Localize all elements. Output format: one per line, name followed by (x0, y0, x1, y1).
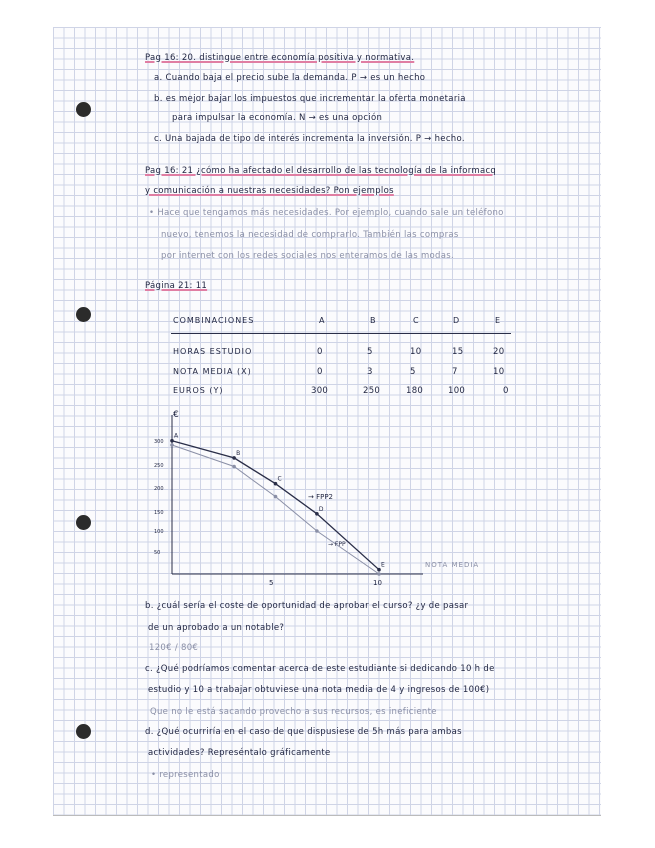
q20-item-c: c. Una bajada de tipo de interés incrementa la inversión. P → hecho. (154, 134, 465, 144)
table-cell: 300 (311, 386, 329, 396)
qd-line2: actividades? Represéntalo gráficamente (148, 748, 331, 758)
table-cell: 7 (452, 367, 458, 377)
point-label: E (381, 561, 385, 569)
q20-heading: Pag 16: 20. distingue entre economía positiva y normativa. (145, 53, 415, 63)
q21-heading-line1: Pag 16: 21 ¿cómo ha afectado el desarrollo de las tecnología de la informacq (145, 166, 497, 176)
table-cell: 5 (367, 347, 373, 357)
table-cell: 0 (317, 367, 323, 377)
qd-answer: • representado (151, 770, 220, 780)
data-point (274, 495, 278, 499)
q21-answer-line2: nuevo, tenemos la necesidad de comprarlo. También las compras (161, 230, 459, 240)
table-cell: 250 (363, 386, 381, 396)
data-point (315, 529, 319, 533)
data-point (377, 572, 381, 576)
table-cell: 20 (493, 347, 505, 357)
binder-hole (76, 102, 91, 117)
point-label: B (236, 449, 241, 457)
data-point (232, 465, 236, 469)
q21-heading-line2: y comunicación a nuestras necesidades? Pon ejemplos (145, 186, 394, 196)
x-axis-label: NOTA MEDIA (425, 561, 480, 569)
x-tick-label: 5 (269, 579, 274, 587)
y-tick-label: 250 (154, 463, 164, 469)
table-cell: 180 (406, 386, 424, 396)
table-header-cell: D (453, 316, 461, 325)
x-tick-label: 10 (373, 579, 382, 587)
table-cell: 3 (367, 367, 373, 377)
table-header-cell: B (370, 316, 377, 325)
qb-answer: 120€ / 80€ (149, 643, 199, 653)
table-header-cell: C (413, 316, 420, 325)
series-line-fpp (172, 441, 379, 570)
q21-answer-line3: por internet con los redes sociales nos enteramos de las modas. (161, 251, 454, 261)
q21-answer-line1: • Hace que tengamos más necesidades. Por ejemplo, cuando sale un teléfono (149, 208, 504, 218)
point-label: D (318, 505, 324, 513)
qd-line1: d. ¿Qué ocurriría en el caso de que dispusiese de 5h más para ambas (145, 727, 462, 737)
series-line-fpp2 (172, 445, 379, 574)
y-tick-label: 150 (154, 510, 164, 516)
table-cell: 10 (493, 367, 505, 377)
fpp2-annotation: → FPP2 (308, 493, 334, 501)
qb-line1: b. ¿cuál sería el coste de oportunidad de aprobar el curso? ¿y de pasar (145, 601, 469, 611)
q20-item-b-line2: para impulsar la economía. N → es una opción (172, 113, 383, 123)
point-label: C (277, 475, 282, 483)
fpp-annotation: → FPP (328, 541, 346, 548)
table-header-cell: E (495, 316, 502, 325)
table-cell: NOTA MEDIA (X) (173, 367, 252, 376)
notebook-page (53, 27, 601, 816)
table-cell: 10 (410, 347, 422, 357)
table-cell: 0 (503, 386, 509, 396)
table-header-cell: COMBINACIONES (173, 316, 255, 325)
qc-line2: estudio y 10 a trabajar obtuviese una nota media de 4 y ingresos de 100€) (148, 685, 490, 695)
page21-heading: Página 21: 11 (145, 281, 208, 291)
qc-line1: c. ¿Qué podríamos comentar acerca de este estudiante si dedicando 10 h de (145, 664, 495, 674)
table-header-cell: A (319, 316, 326, 325)
y-tick-label: 300 (154, 439, 164, 445)
data-point (170, 443, 174, 447)
y-tick-label: 50 (154, 550, 161, 556)
table-cell: 0 (317, 347, 323, 357)
y-axis-label: € (173, 410, 179, 420)
y-tick-label: 100 (154, 529, 164, 535)
table-cell: EUROS (Y) (173, 386, 224, 395)
table-cell: 100 (448, 386, 466, 396)
binder-hole (76, 724, 91, 739)
table-cell: HORAS ESTUDIO (173, 347, 253, 356)
binder-hole (76, 307, 91, 322)
table-cell: 5 (410, 367, 416, 377)
table-cell: 15 (452, 347, 464, 357)
ppf-chart (53, 405, 601, 605)
point-label: A (174, 432, 179, 440)
table-divider (171, 333, 511, 334)
q20-item-b-line1: b. es mejor bajar los impuestos que incrementar la oferta monetaria (154, 94, 466, 104)
y-tick-label: 200 (154, 486, 164, 492)
qb-line2: de un aprobado a un notable? (148, 623, 285, 633)
q20-item-a: a. Cuando baja el precio sube la demanda. P → es un hecho (154, 73, 426, 83)
qc-answer: Que no le está sacando provecho a sus recursos, es ineficiente (150, 707, 437, 717)
